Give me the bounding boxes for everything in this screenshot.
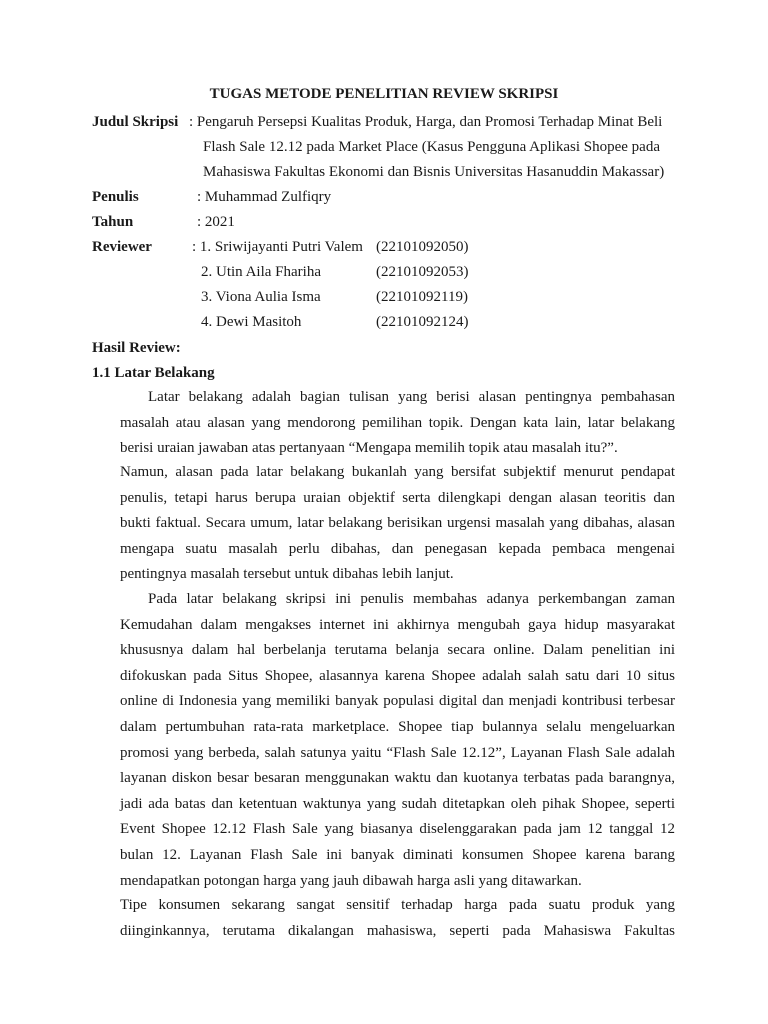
judul-value-line-1: : Pengaruh Persepsi Kualitas Produk, Harga, dan Promosi Terhadap Minat Beli [189, 114, 663, 130]
tahun-value: : 2021 [197, 214, 235, 230]
paragraph-2 [120, 460, 675, 588]
paragraph-line: Tipe konsumen sekarang sangat sensitif terhadap harga pada suatu produk yang [120, 897, 675, 913]
paragraph-line: penulis, tetapi harus berupa uraian objektif serta dilengkapi dengan alasan teoritis dan [120, 489, 675, 506]
paragraph-line: layanan diskon besar besaran menggunakan waktu dan kuotanya terbatas pada barangnya, [120, 770, 675, 787]
reviewer-id-1: (22101092050) [376, 239, 469, 255]
paragraph-line: pentingnya masalah tersebut untuk dibahas lebih lanjut. [120, 566, 454, 583]
judul-label: Judul Skripsi [92, 114, 179, 130]
reviewer-label: Reviewer [92, 239, 152, 255]
paragraph-line: dalam pertumbuhan rata-rata marketplace. Shopee tiap bulannya selalu mengeluarkan [120, 718, 675, 735]
reviewer-name-1: : 1. Sriwijayanti Putri Valem [192, 239, 363, 255]
paragraph-line: jadi ada batas dan ketentuan waktunya yang sudah ditetapkan oleh pihak Shopee, seperti [120, 795, 675, 812]
judul-value-line-2: Flash Sale 12.12 pada Market Place (Kasus Pengguna Aplikasi Shopee pada [203, 139, 660, 155]
tahun-label: Tahun [92, 214, 134, 230]
penulis-value: : Muhammad Zulfiqry [197, 189, 332, 205]
paragraph-line: bulan 12. Layanan Flash Sale ini banyak diminati konsumen Shopee karena barang [120, 846, 675, 863]
paragraph-line: online di Indonesia yang memiliki banyak populasi digital dan menjadi kontribusi terbesar [120, 693, 675, 710]
tahun-row [92, 211, 692, 233]
paragraph-4 [120, 893, 675, 944]
document-title: TUGAS METODE PENELITIAN REVIEW SKRIPSI [209, 86, 559, 102]
paragraph-line: masalah atau alasan yang mendorong pemilihan topik. Dengan kata lain, latar belakang [120, 414, 675, 431]
paragraph-line: Kemudahan dalam mengakses internet ini akhirnya mengubah gaya hidup masyarakat [120, 616, 675, 633]
reviewer-id-2: (22101092053) [376, 264, 469, 280]
reviewer-name-4: 4. Dewi Masitoh [201, 314, 302, 330]
judul-value-line-3: Mahasiswa Fakultas Ekonomi dan Bisnis Universitas Hasanuddin Makassar) [203, 164, 665, 180]
section-heading: 1.1 Latar Belakang [92, 365, 215, 381]
paragraph-line: promosi yang berbeda, salah satunya yaitu “Flash Sale 12.12”, Layanan Flash Sale adalah [120, 744, 675, 761]
paragraph-3 [120, 587, 675, 894]
paragraph-line: Event Shopee 12.12 Flash Sale yang biasanya diselenggarakan pada jam 12 tanggal 12 [120, 821, 675, 838]
reviewer-id-4: (22101092124) [376, 314, 469, 330]
paragraph-line: mendapatkan potongan harga yang jauh dibawah harga asli yang ditawarkan. [120, 872, 582, 889]
paragraph-line: Pada latar belakang skripsi ini penulis membahas adanya perkembangan zaman [148, 591, 675, 607]
paragraph-line: diinginkannya, terutama dikalangan mahasiswa, seperti pada Mahasiswa Fakultas [120, 922, 675, 939]
paragraph-1 [120, 385, 675, 462]
judul-row [92, 111, 692, 133]
paragraph-line: bukti faktual. Secara umum, latar belakang berisikan urgensi masalah yang dibahas, alasan [120, 515, 675, 532]
penulis-row [92, 186, 692, 208]
paragraph-line: khususnya dalam hal berbelanja terutama belanja secara online. Dalam penelitian ini [120, 642, 675, 659]
paragraph-line: Latar belakang adalah bagian tulisan yang berisi alasan pentingnya pembahasan [148, 389, 675, 405]
reviewer-name-3: 3. Viona Aulia Isma [201, 289, 321, 305]
reviewer-name-2: 2. Utin Aila Fhariha [201, 264, 321, 280]
paragraph-line: Namun, alasan pada latar belakang bukanlah yang bersifat subjektif menurut pendapat [120, 464, 675, 480]
paragraph-line: difokuskan pada Situs Shopee, alasannya karena Shopee adalah salah satu dari 10 situs [120, 667, 675, 684]
penulis-label: Penulis [92, 189, 139, 205]
paragraph-line: mengapa suatu masalah perlu dibahas, dan penegasan kepada pembaca mengenai [120, 540, 675, 557]
paragraph-line: berisi uraian jawaban atas pertanyaan “Mengapa memilih topik atau masalah itu?”. [120, 440, 618, 457]
hasil-review-heading: Hasil Review: [92, 340, 181, 356]
reviewer-id-3: (22101092119) [376, 289, 468, 305]
